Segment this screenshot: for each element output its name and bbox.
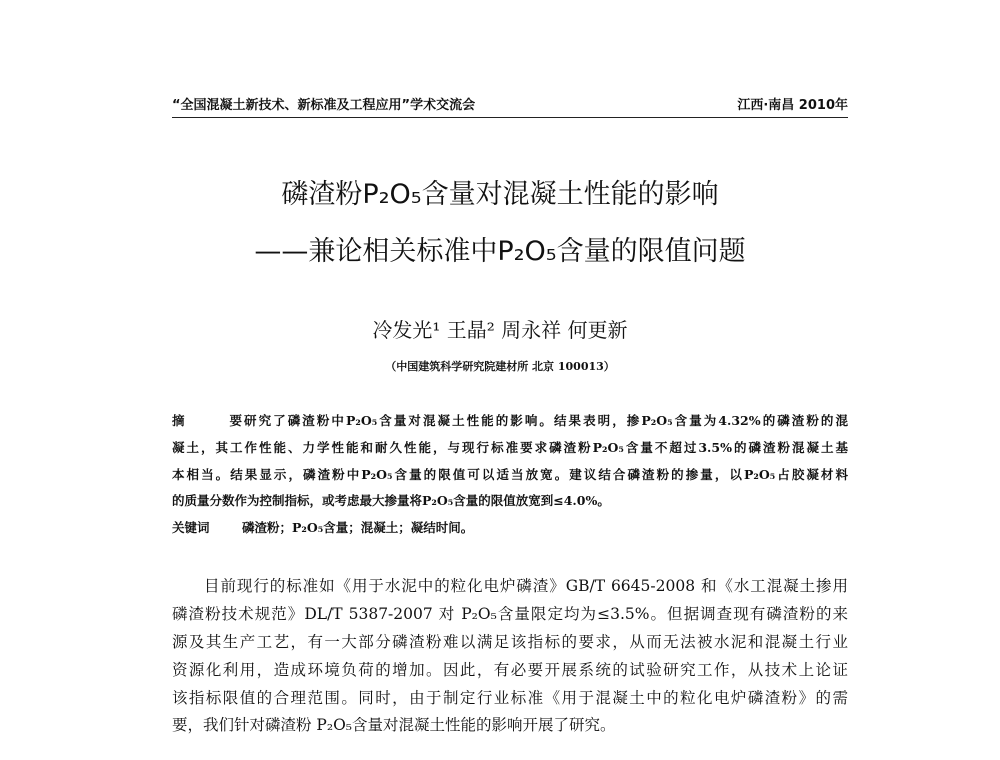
- location-year: 江西·南昌 2010年: [737, 98, 848, 113]
- affiliation: （中国建筑科学研究院建材所 北京 100013）: [385, 360, 615, 373]
- running-header: [172, 94, 848, 116]
- abstract-line: 的质量分数作为控制指标，或考虑最大掺量将P₂O₅含量的限值放宽到≤4.0%。: [172, 493, 610, 508]
- abstract-label: 摘 要: [172, 413, 242, 428]
- authors: 冷发光¹ 王晶² 周永祥 何更新: [372, 318, 628, 342]
- header-rule: [172, 117, 848, 118]
- body-line: 资源化利用，造成环境负荷的增加。因此，有必要开展系统的试验研究工作，从技术上论证: [172, 661, 848, 679]
- paper-title: 磷渣粉P₂O₅含量对混凝土性能的影响: [281, 179, 719, 210]
- conference-name: “全国混凝土新技术、新标准及工程应用”学术交流会: [172, 98, 476, 113]
- body-line: 磷渣粉技术规范》DL/T 5387-2007 对 P₂O₅含量限定均为≤3.5%。但据调查现有磷渣粉的来: [172, 605, 848, 623]
- body-line: 要，我们针对磷渣粉 P₂O₅含量对混凝土性能的影响开展了研究。: [172, 716, 616, 734]
- keywords-text: 磷渣粉；P₂O₅含量；混凝土；凝结时间。: [242, 520, 474, 535]
- abstract-text: 研究了磷渣粉中P₂O₅含量对混凝土性能的影响。结果表明，掺P₂O₅含量为4.32%的磷渣粉的混: [242, 413, 848, 428]
- paper-subtitle: ——兼论相关标准中P₂O₅含量的限值问题: [254, 236, 746, 267]
- body-line: 源及其生产工艺，有一大部分磷渣粉难以满足该指标的要求，从而无法被水泥和混凝土行业: [172, 633, 848, 651]
- abstract-line: 凝土，其工作性能、力学性能和耐久性能，与现行标准要求磷渣粉P₂O₅含量不超过3.5%的磷渣粉混凝土基: [172, 440, 848, 455]
- keywords-label: 关键词: [172, 520, 210, 535]
- abstract-line: [172, 411, 848, 429]
- body-line: 目前现行的标准如《用于水泥中的粒化电炉磷渣》GB/T 6645-2008 和《水工混凝土掺用: [204, 577, 848, 595]
- abstract-line: 本相当。结果显示，磷渣粉中P₂O₅含量的限值可以适当放宽。建议结合磷渣粉的掺量，以P₂O₅占胶凝材料: [172, 467, 848, 482]
- keywords: [172, 518, 848, 536]
- body-line: 该指标限值的合理范围。同时，由于制定行业标准《用于混凝土中的粒化电炉磷渣粉》的需: [172, 689, 848, 707]
